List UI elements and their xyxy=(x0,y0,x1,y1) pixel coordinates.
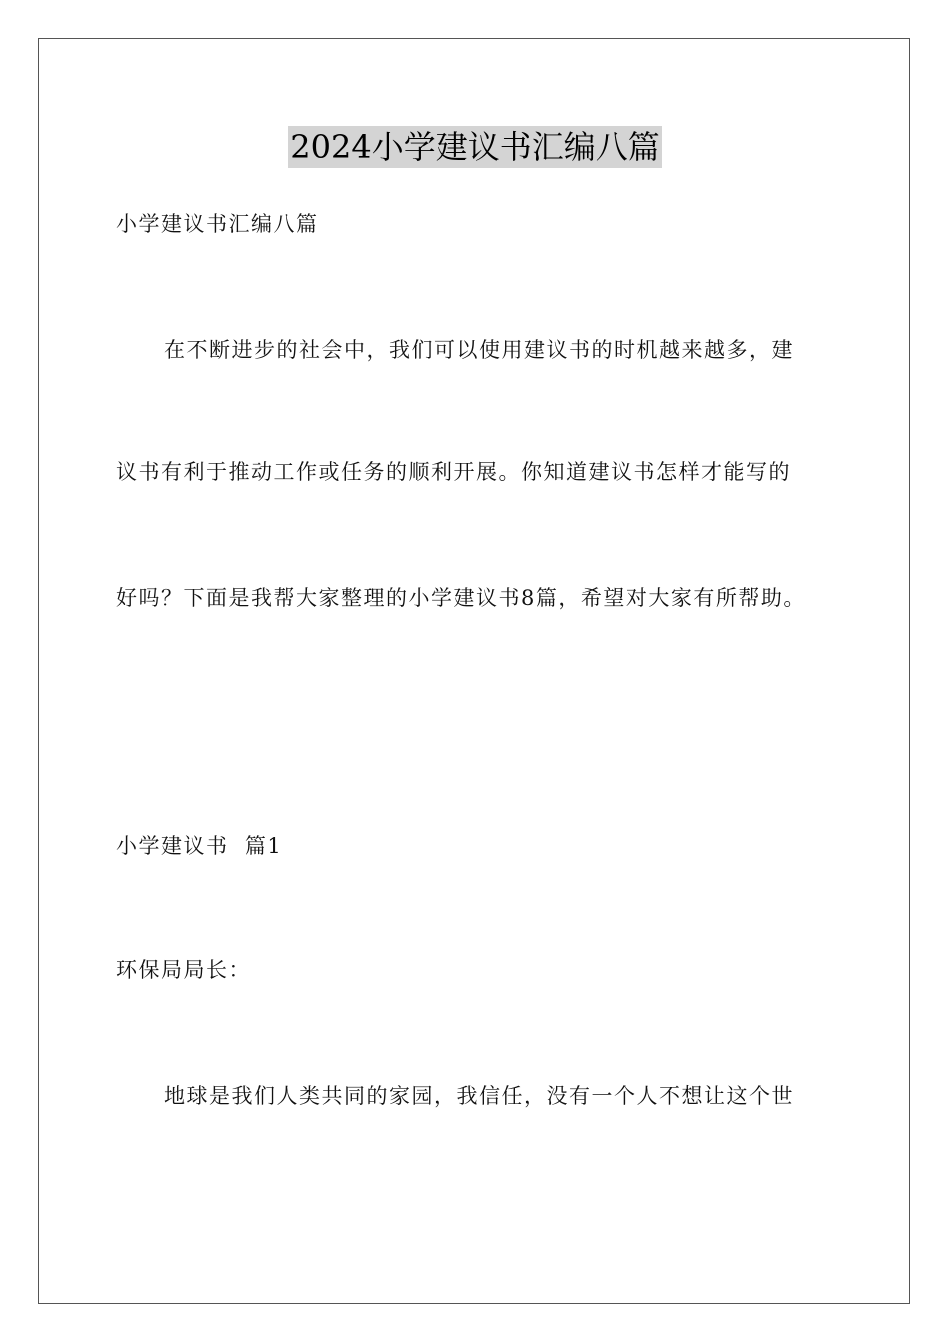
intro-line-3: 好吗？下面是我帮大家整理的小学建议书8篇，希望对大家有所帮助。 xyxy=(116,586,806,610)
title-container xyxy=(0,126,950,168)
intro-line-1: 在不断进步的社会中，我们可以使用建议书的时机越来越多，建 xyxy=(164,338,794,362)
document-title: 2024小学建议书汇编八篇 xyxy=(290,128,660,166)
body-line-1: 地球是我们人类共同的家园，我信任，没有一个人不想让这个世 xyxy=(164,1084,794,1108)
intro-line-2: 议书有利于推动工作或任务的顺利开展。你知道建议书怎样才能写的 xyxy=(116,460,791,484)
document-subtitle: 小学建议书汇编八篇 xyxy=(116,212,319,236)
salutation: 环保局局长： xyxy=(116,958,251,982)
section-heading: 小学建议书 篇1 xyxy=(116,834,283,858)
